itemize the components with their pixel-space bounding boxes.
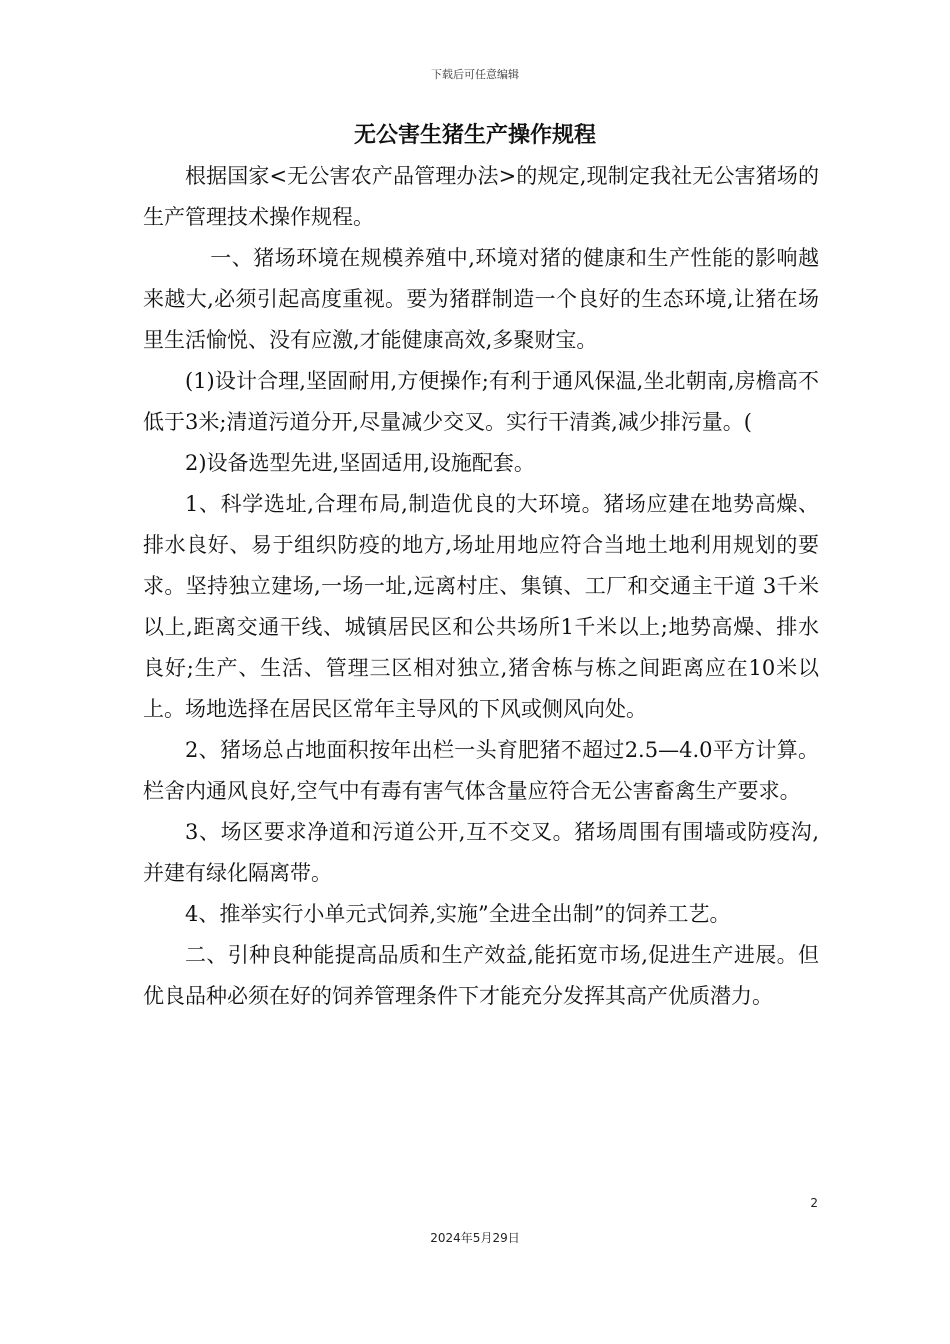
paragraph-site-selection: 1、科学选址,合理布局,制造优良的大环境。猪场应建在地势高燥、排水良好、易于组织防疫的地方,场址用地应符合当地土地利用规划的要求。坚持独立建场,一场一址,远离村庄、集镇、工厂和交通主干道 3千米以上,距离交通干线、城镇居民区和公共场所1千米以上;地势高燥、排水良好;生产、生活、管理三区相对独立,猪舍栋与栋之间距离应在10米以上。场地选择在居民区常年主导风的下风或侧风向处。 [143,492,819,721]
page-number: 2 [810,1196,818,1210]
document-title: 无公害生猪生产操作规程 [353,123,596,148]
paragraph-area: 2、猪场总占地面积按年出栏一头育肥猪不超过2.5—4.0平方计算。栏舍内通风良好,空气中有毒有害气体含量应符合无公害畜禽生产要求。 [143,738,819,803]
header-note: 下载后可任意编辑 [431,68,519,81]
paragraph-section-1: 一、猪场环境在规模养殖中,环境对猪的健康和生产性能的影响越来越大,必须引起高度重视。要为猪群制造一个良好的生态环境,让猪在场里生活愉悦、没有应激,才能健康高效,多聚财宝。 [143,246,819,352]
paragraph-roads: 3、场区要求净道和污道公开,互不交叉。猪场周围有围墙或防疫沟,并建有绿化隔离带。 [143,820,819,885]
document-body [143,156,819,1017]
paragraph-equipment: 2)设备选型先进,坚固适用,设施配套。 [185,451,535,475]
paragraph-section-2: 二、引种良种能提高品质和生产效益,能拓宽市场,促进生产进展。但优良品种必须在好的饲养管理条件下才能充分发挥其高产优质潜力。 [143,943,819,1008]
paragraph-unit-feeding: 4、推举实行小单元式饲养,实施”全进全出制”的饲养工艺。 [185,902,731,926]
paragraph-design: (1)设计合理,坚固耐用,方便操作;有利于通风保温,坐北朝南,房檐高不低于3米;清道污道分开,尽量减少交叉。实行干清粪,减少排污量。( [143,369,819,434]
paragraph-intro: 根据国家<无公害农产品管理办法>的规定,现制定我社无公害猪场的生产管理技术操作规程。 [143,164,819,229]
footer-date: 2024年5月29日 [430,1231,520,1245]
